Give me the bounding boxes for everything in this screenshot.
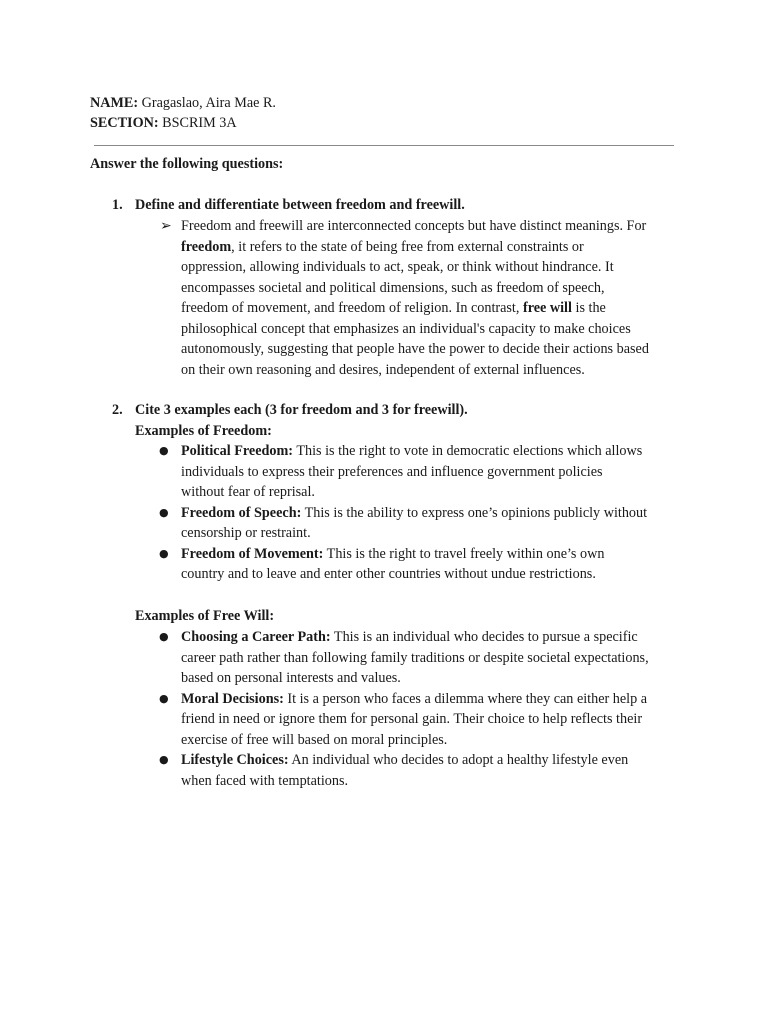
bold-text: Political Freedom: (181, 443, 294, 459)
text-segment: This is an individual who decides to pursue a specific (330, 629, 638, 645)
text-segment: autonomously, suggesting that people have the power to decide their actions based (181, 341, 649, 357)
arrow-bullet-icon: ➢ (160, 218, 172, 234)
text-line (181, 278, 691, 299)
text-segment: This is the ability to express one’s opinions publicly without (301, 504, 648, 521)
text-segment: It is a person who faces a dilemma where they can either help a (283, 690, 648, 707)
text-segment: individuals to express their preferences and influence government policies (181, 463, 603, 480)
list-item-text (181, 503, 691, 544)
name-line (90, 93, 276, 114)
question-number: 1. (112, 197, 123, 213)
text-line (181, 298, 691, 319)
text-line (181, 319, 691, 340)
bold-text: Choosing a Career Path: (181, 629, 331, 645)
text-line (181, 482, 691, 503)
text-line (181, 627, 691, 648)
text-segment: freedom of movement, and freedom of religion. In contrast, (181, 300, 523, 316)
text-line (181, 216, 691, 237)
question-text: Define and differentiate between freedom and freewill. (135, 197, 465, 213)
bold-text: Lifestyle Choices: (181, 752, 289, 768)
text-line (181, 462, 691, 483)
text-segment: based on personal interests and values. (181, 670, 401, 686)
text-line (181, 689, 691, 710)
text-line (181, 750, 691, 771)
list-item-text (181, 750, 691, 791)
text-line (181, 648, 691, 669)
list-item-text (181, 627, 691, 689)
question-number: 2. (112, 402, 123, 418)
text-line (181, 709, 691, 730)
text-segment: country and to leave and enter other countries without undue restrictions. (181, 566, 596, 582)
bold-text: Moral Decisions: (181, 690, 284, 707)
bold-text: free will (522, 300, 572, 316)
bullet-icon: ● (159, 691, 169, 705)
name-label: NAME: (90, 95, 139, 111)
text-segment: encompasses societal and political dimensions, such as freedom of speech, (181, 279, 605, 296)
text-segment: career path rather than following family traditions or despite societal expectations, (181, 649, 649, 666)
text-line (181, 360, 691, 381)
list-item-text (181, 544, 691, 585)
text-line (181, 771, 691, 792)
examples-of-free-will-heading: Examples of Free Will: (135, 608, 275, 624)
examples-of-freedom-heading: Examples of Freedom: (135, 423, 272, 439)
text-segment: philosophical concept that emphasizes an individual's capacity to make choices (181, 320, 631, 337)
text-segment: oppression, allowing individuals to act, speak, or think without hindrance. It (181, 259, 614, 275)
bullet-icon: ● (159, 630, 169, 643)
text-segment: This is the right to vote in democratic elections which allows (293, 443, 643, 459)
text-line (181, 564, 691, 585)
text-segment: This is the right to travel freely within one’s own (323, 545, 605, 562)
text-line (181, 237, 691, 258)
list-item-text (181, 441, 691, 503)
bullet-icon: ● (159, 444, 169, 457)
text-line (181, 544, 691, 565)
question-text: Cite 3 examples each (3 for freedom and 3 for freewill). (135, 402, 468, 418)
bold-text: Freedom of Speech: (181, 504, 302, 521)
section-label: SECTION: (90, 115, 159, 131)
bullet-icon: ● (159, 505, 169, 519)
text-segment: Freedom and freewill are interconnected concepts but have distinct meanings. For (181, 218, 647, 234)
answer-1-paragraph (181, 216, 691, 380)
list-item-text (181, 689, 691, 751)
text-segment: , it refers to the state of being free from external constraints or (231, 238, 584, 255)
text-line (181, 441, 691, 462)
text-segment: is the (571, 300, 606, 316)
name-value: Gragaslao, Aira Mae R. (138, 95, 276, 111)
text-segment: without fear of reprisal. (181, 484, 315, 500)
horizontal-divider (94, 145, 674, 146)
text-segment: friend in need or ignore them for personal gain. Their choice to help reflects their (181, 711, 643, 727)
bold-text: Freedom of Movement: (181, 545, 324, 562)
bold-text: freedom (181, 238, 232, 255)
text-segment: exercise of free will based on moral principles. (181, 731, 448, 748)
text-line (181, 339, 691, 360)
bullet-icon: ● (159, 546, 169, 560)
section-line (90, 113, 237, 134)
text-segment: censorship or restraint. (181, 525, 311, 541)
text-line (181, 257, 691, 278)
bullet-icon: ● (159, 753, 169, 766)
text-segment: An individual who decides to adopt a healthy lifestyle even (288, 752, 629, 768)
text-segment: on their own reasoning and desires, independent of external influences. (181, 361, 585, 378)
text-line (181, 668, 691, 689)
text-line (181, 503, 691, 524)
text-line (181, 523, 691, 544)
section-value: BSCRIM 3A (158, 115, 237, 131)
text-segment: when faced with temptations. (181, 772, 349, 789)
text-line (181, 730, 691, 751)
instruction-text: Answer the following questions: (90, 156, 284, 172)
